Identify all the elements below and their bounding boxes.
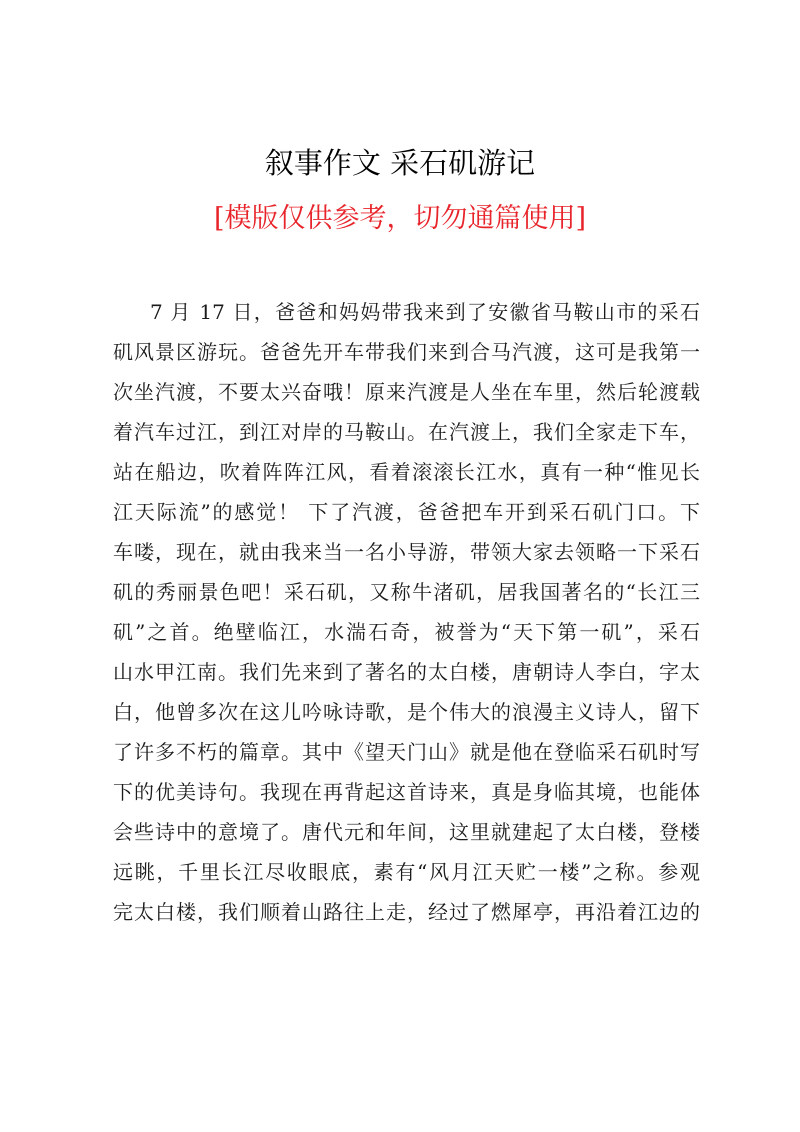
text-line: 站在船边，吹着阵阵江风，看着滚滚长江水，真有一种“惟见长 xyxy=(113,460,700,484)
template-notice: [模版仅供参考，切勿通篇使用] xyxy=(213,203,587,234)
text-line: 完太白楼，我们顺着山路往上走，经过了燃犀亭，再沿着江边的 xyxy=(113,900,700,924)
text-line: 会些诗中的意境了。唐代元和年间，这里就建起了太白楼，登楼 xyxy=(113,820,700,844)
text-line: 远眺，千里长江尽收眼底，素有“风月江天贮一楼”之称。参观 xyxy=(113,860,700,884)
text-line: 矶的秀丽景色吧！采石矶，又称牛渚矶，居我国著名的“长江三 xyxy=(113,580,700,604)
text-line: 山水甲江南。我们先来到了著名的太白楼，唐朝诗人李白，字太 xyxy=(113,660,700,684)
document-title: 叙事作文 采石矶游记 xyxy=(264,146,536,180)
text-line: 了许多不朽的篇章。其中《望天门山》就是他在登临采石矶时写 xyxy=(113,740,700,764)
text-line: 车喽，现在，就由我来当一名小导游，带领大家去领略一下采石 xyxy=(113,540,700,564)
text-line: 矶”之首。绝壁临江，水湍石奇，被誉为“天下第一矶”，采石 xyxy=(113,620,700,644)
text-line: 次坐汽渡，不要太兴奋哦！原来汽渡是人坐在车里，然后轮渡载 xyxy=(113,380,700,404)
text-line: 着汽车过江，到江对岸的马鞍山。在汽渡上，我们全家走下车， xyxy=(113,420,700,444)
text-line: 7 月 17 日，爸爸和妈妈带我来到了安徽省马鞍山市的采石 xyxy=(150,300,700,324)
text-line: 下的优美诗句。我现在再背起这首诗来，真是身临其境，也能体 xyxy=(113,780,700,804)
text-line: 白，他曾多次在这儿吟咏诗歌，是个伟大的浪漫主义诗人，留下 xyxy=(113,700,700,724)
text-line: 矶风景区游玩。爸爸先开车带我们来到合马汽渡，这可是我第一 xyxy=(113,340,700,364)
text-line: 江天际流”的感觉！ 下了汽渡，爸爸把车开到采石矶门口。下 xyxy=(113,500,700,524)
